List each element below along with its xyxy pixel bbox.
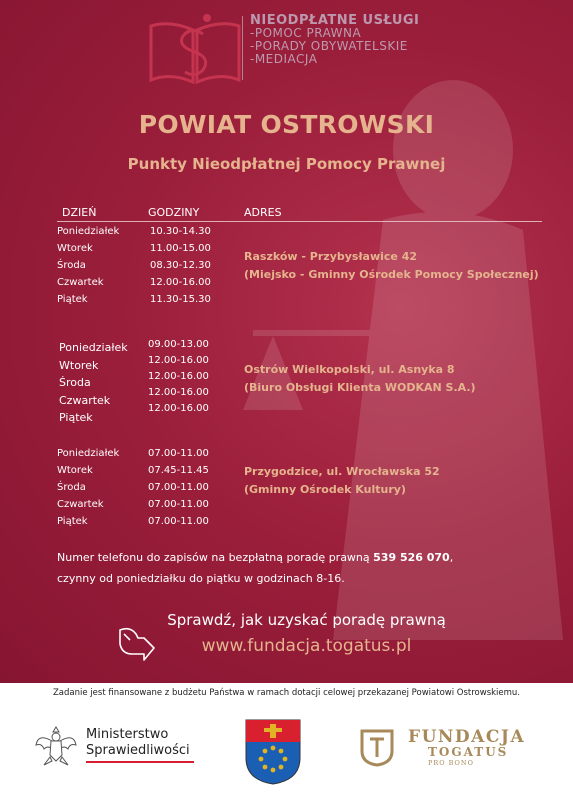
hours-label: 12.00-16.00	[148, 387, 209, 398]
day-label: Czwartek	[59, 393, 111, 407]
day-label: Środa	[57, 482, 86, 493]
hours-label: 07.00-11.00	[148, 482, 209, 493]
day-label: Wtorek	[59, 358, 99, 372]
address-line: Raszków - Przybysławice 42	[244, 250, 418, 263]
header-day: DZIEŃ	[62, 206, 97, 219]
header-address: ADRES	[244, 206, 282, 219]
page-title: POWIAT OSTROWSKI	[138, 110, 435, 139]
logo-line-4: -MEDIACJA	[250, 52, 318, 66]
funding-note: Zadanie jest finansowane z budżetu Państwa w ramach dotacji celowej przekazanej Powiatowi Ostrowskiemu.	[52, 688, 521, 698]
phone-comma: ,	[449, 551, 454, 564]
hours-label: 07.00-11.00	[148, 516, 209, 527]
ministry-logo	[34, 723, 194, 773]
logo-divider	[242, 16, 243, 80]
day-label: Piątek	[59, 411, 93, 424]
ministry-line-2: Sprawiedliwości	[86, 743, 190, 758]
hours-label: 12.00-16.00	[148, 403, 209, 414]
togatus-text	[408, 727, 525, 767]
hours-label: 12.00-16.00	[148, 371, 209, 382]
day-label: Środa	[57, 260, 86, 271]
day-label: Piątek	[57, 516, 88, 527]
togatus-logo	[356, 725, 536, 769]
hours-label: 07.45-11.45	[148, 465, 209, 476]
hours-label: 07.00-11.00	[148, 499, 209, 510]
website-link[interactable]: www.fundacja.togatus.pl	[201, 636, 412, 656]
address-block-3	[244, 463, 440, 499]
header-hours: GODZINY	[148, 206, 200, 219]
day-label: Wtorek	[57, 243, 93, 254]
phone-number[interactable]: 539 526 070	[373, 551, 450, 564]
coat-of-arms-icon	[244, 718, 302, 786]
hours-label: 09.00-13.00	[148, 339, 209, 350]
address-sub: (Gminny Ośrodek Kultury)	[244, 483, 406, 496]
day-label: Poniedziałek	[57, 448, 120, 459]
day-label: Czwartek	[57, 277, 104, 288]
ministry-line-1: Ministerstwo	[86, 727, 169, 742]
day-label: Piątek	[57, 294, 88, 305]
day-label: Poniedziałek	[59, 341, 128, 354]
flag-stripe	[86, 761, 194, 763]
header-divider	[57, 221, 542, 222]
address-line: Przygodzice, ul. Wrocławska 52	[244, 465, 440, 478]
logo-text	[250, 14, 419, 66]
hours-label: 11.30-15.30	[150, 294, 211, 305]
white-eagle-icon	[34, 723, 78, 769]
togatus-emblem-icon	[356, 727, 398, 767]
phone-hours: czynny od poniedziałku do piątku w godzinach 8-16.	[57, 572, 345, 585]
address-sub: (Biuro Obsługi Klienta WODKAN S.A.)	[244, 381, 476, 394]
togatus-line-2: TOGATUS	[428, 745, 509, 759]
logo-line-1: NIEODPŁATNE USŁUGI	[250, 13, 420, 28]
address-sub: (Miejsko - Gminny Ośrodek Pomocy Społecznej)	[244, 268, 539, 281]
togatus-line-1: FUNDACJA	[408, 727, 526, 747]
day-label: Wtorek	[57, 465, 93, 476]
hours-label: 12.00-16.00	[150, 277, 211, 288]
address-line: Ostrów Wielkopolski, ul. Asnyka 8	[244, 363, 455, 376]
day-label: Czwartek	[57, 499, 104, 510]
footer	[0, 683, 573, 800]
address-block-1	[244, 248, 539, 284]
hours-label: 08.30-12.30	[150, 260, 211, 271]
logo-line-3: -PORADY OBYWATELSKIE	[250, 39, 408, 53]
hours-label: 07.00-11.00	[148, 448, 209, 459]
check-text: Sprawdź, jak uzyskać poradę prawną	[167, 611, 446, 629]
phone-info	[57, 547, 453, 589]
nieodplatne-uslugi-logo	[145, 12, 245, 88]
ministry-name	[86, 727, 190, 759]
togatus-line-3: PRO BONO	[428, 759, 474, 767]
day-label: Poniedziałek	[57, 226, 120, 237]
address-block-2	[244, 361, 476, 397]
phone-text: Numer telefonu do zapisów na bezpłatną poradę prawną	[57, 551, 374, 564]
day-label: Środa	[59, 376, 91, 389]
hours-label: 12.00-16.00	[148, 355, 209, 366]
hours-label: 11.00-15.00	[150, 243, 211, 254]
hours-label: 10.30-14.30	[150, 226, 211, 237]
logo-line-2: -POMOC PRAWNA	[250, 26, 362, 40]
page-subtitle: Punkty Nieodpłatnej Pomocy Prawnej	[127, 155, 446, 173]
